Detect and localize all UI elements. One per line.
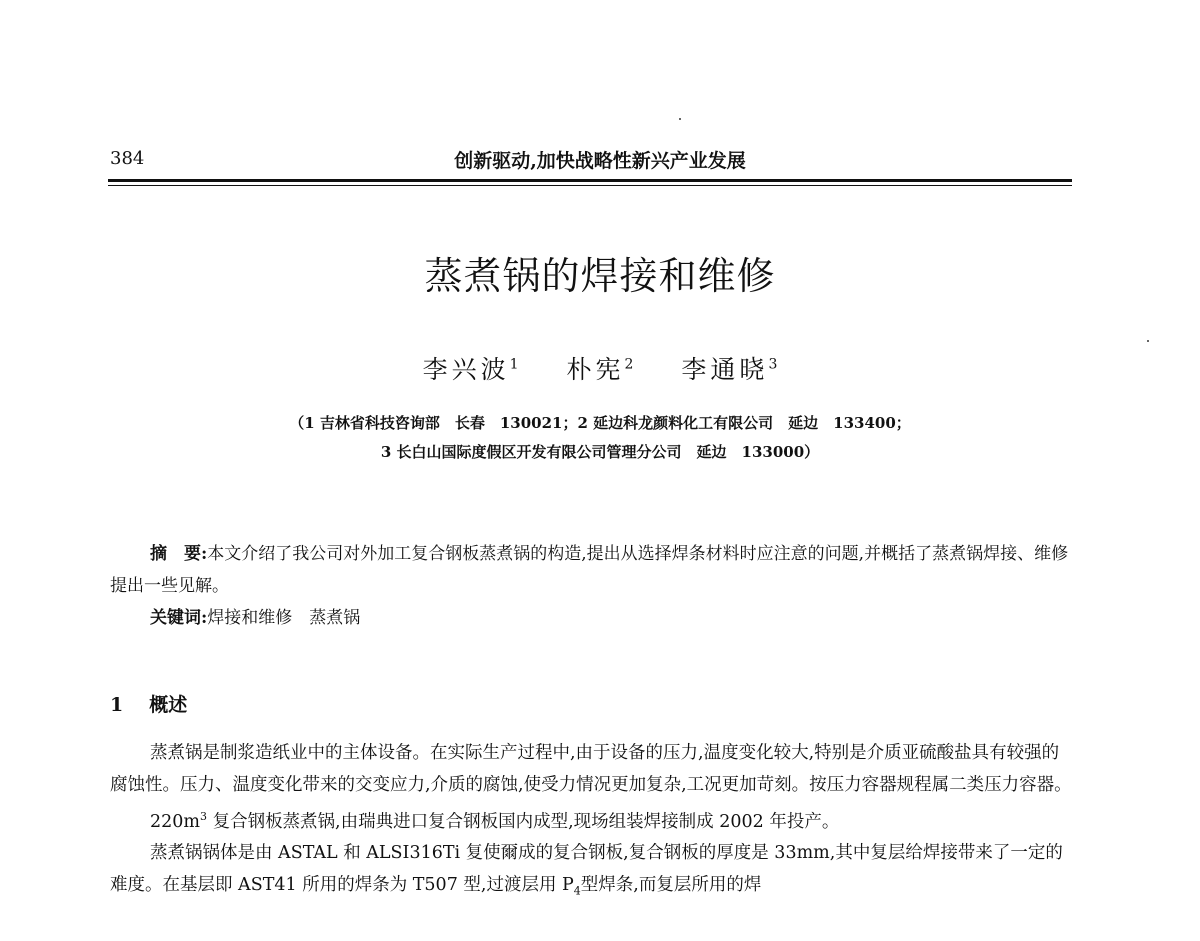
header-rule-thick	[108, 179, 1072, 182]
keywords-text: 焊接和维修 蒸煮锅	[207, 608, 361, 628]
page-number: 384	[110, 148, 145, 169]
body-paragraph-1: 蒸煮锅是制浆造纸业中的主体设备。在实际生产过程中,由于设备的压力,温度变化较大,特别是介质亚硫酸盐具有较强的腐蚀性。压力、温度变化带来的交变应力,介质的腐蚀,使受力情况更加复杂,工况更加苛刻。按压力容器规程属二类压力容器。	[110, 743, 1072, 795]
keywords-line	[110, 602, 1074, 634]
scan-speck	[1147, 340, 1149, 342]
scan-speck	[679, 118, 681, 120]
author-list	[0, 350, 1200, 386]
header-rule-thin	[108, 185, 1072, 186]
body-text	[110, 738, 1074, 907]
abstract-paragraph	[110, 538, 1074, 602]
section-title: 概述	[149, 694, 188, 716]
body-paragraph-3: 蒸煮锅锅体是由 ASTAL 和 ALSI316Ti 复使爾成的复合钢板,复合钢板的厚度是 33mm,其中复层给焊接带来了一定的难度。在基层即 AST41 所用的焊条为 T507 型,过渡层用 $P_4$型焊条,而复层所用的焊	[110, 843, 1063, 898]
paper-title: 蒸煮锅的焊接和维修	[424, 254, 776, 298]
section-heading	[110, 690, 187, 717]
affiliation-line-2: 3 长白山国际度假区开发有限公司管理分公司 延边 133000）	[380, 443, 820, 461]
running-header: 创新驱动,加快战略性新兴产业发展	[454, 150, 746, 172]
abstract-text: 本文介绍了我公司对外加工复合钢板蒸煮锅的构造,提出从选择焊条材料时应注意的问题,并概括了蒸煮锅焊接、维修提出一些见解。	[110, 544, 1069, 596]
author-3: 李通晓$^3$	[681, 355, 778, 384]
body-paragraph-2: $220m^3$ 复合钢板蒸煮锅,由瑞典进口复合钢板国内成型,现场组装焊接制成 2002 年投产。	[150, 810, 840, 832]
affiliation-line-1: （1 吉林省科技咨询部 长春 130021；2 延边科龙颜料化工有限公司 延边 133400；	[289, 414, 911, 432]
section-number: 1	[110, 694, 124, 716]
abstract-block	[110, 538, 1074, 634]
author-2: 朴宪$^2$	[566, 355, 634, 384]
abstract-label: 摘 要:	[150, 544, 208, 564]
keywords-label: 关键词:	[150, 608, 208, 628]
author-1: 李兴波$^1$	[422, 355, 519, 384]
